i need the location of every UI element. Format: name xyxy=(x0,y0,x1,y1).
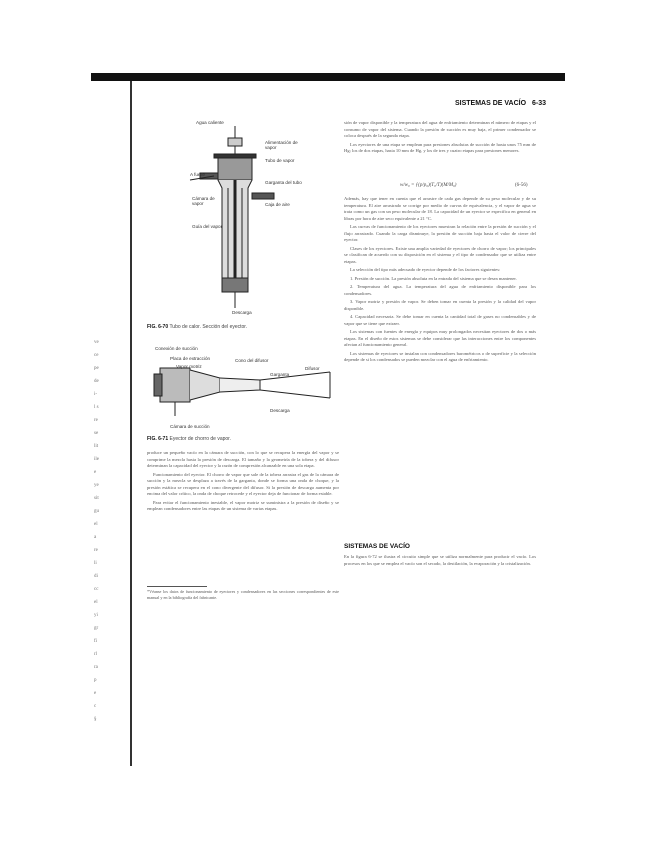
fig70-label-4: A fuelle xyxy=(190,172,206,177)
margin-note: i- xyxy=(94,392,98,397)
figure-6-70-caption-text: Tubo de calor. Sección del eyector. xyxy=(169,324,248,330)
margin-note: ve xyxy=(94,340,99,345)
fig70-label-6: Cámara de vapor xyxy=(192,196,215,207)
margin-note: yi xyxy=(94,613,98,618)
running-head-title: SISTEMAS DE VACÍO xyxy=(455,100,527,107)
margin-note: gu xyxy=(94,509,99,514)
fig70-label-7: Caja de aire xyxy=(265,202,290,207)
left-paragraph: Para evitar el funcionamiento inestable, el vapor motriz se suministra a la presión de diseño y se emplean condensadores entre las etapas de un sistema de varias etapas. xyxy=(147,499,339,511)
margin-note: lit xyxy=(94,444,99,449)
margin-note: e xyxy=(94,691,97,696)
fig70-label-8: Guía del vapor xyxy=(192,224,223,229)
margin-note: gr xyxy=(94,626,99,631)
margin-note: e xyxy=(94,470,97,475)
fig70-label-9: Descarga xyxy=(232,310,252,315)
margin-note: di xyxy=(94,574,98,579)
margin-note: re xyxy=(94,548,98,553)
right-paragraph: sión de vapor disponible y la temperatura del agua de enfriamiento determinan el número de etapas y el consumo de vapor del sistema. Cuando la presión de succión es muy baja, el primer condensador se coloca después de la segunda etapa. xyxy=(344,120,536,138)
right-column-section2 xyxy=(344,554,536,569)
fig71-label-8: Cámara de succión xyxy=(170,424,210,429)
margin-note: rl xyxy=(94,652,98,657)
list-item: 3. Vapor motriz y presión de vapor. Se deben tomar en cuenta la presión y la calidad del vapor disponible. xyxy=(344,299,536,311)
margin-note: el xyxy=(94,522,98,527)
figure-6-71-caption-label: FIG. 6-71 xyxy=(147,436,169,442)
margin-note: a xyxy=(94,535,97,540)
fig70-label-1: Agua caliente xyxy=(196,120,224,125)
right-paragraph: Además, hay que tener en cuenta que el arrastre de cada gas depende de su peso molecular y de su temperatura. El aire arrastrado se corrige por medio de curvas de equivalencia, y el vapor de agua se trata como un gas con un peso molecular de 18. La capacidad de un eyector se especifica en general en libras por hora de aire seco equivalente a 21 °C. xyxy=(344,196,536,221)
margin-note: fi xyxy=(94,639,98,644)
fig71-label-6: Difusor xyxy=(305,366,320,371)
left-paragraph: Funcionamiento del eyector. El chorro de vapor que sale de la tobera arrastra el gas de la cámara de succión y la mezcla se desplaza a través de la garganta, donde se forma una onda de choque, y la presión estática se recupera en el cono divergente del difusor. Si la presión de descarga aumenta por encima del valor crítico, la onda de choque retrocede y el eyector deja de funcionar de forma estable. xyxy=(147,471,339,496)
right-paragraph: Los sistemas con fuentes de energía y equipos muy prolongados necesitan eyectores de dos o más etapas. En el diseño de estos sistemas se debe considerar que las interacciones entre los componentes afectan al funcionamiento general. xyxy=(344,329,536,347)
right-paragraph: Las curvas de funcionamiento de los eyectores muestran la relación entre la presión de succión y el flujo arrastrado. Cuando la carga disminuye, la presión de succión baja hasta el valor de cierre del eyector. xyxy=(344,224,536,242)
margin-note: ile xyxy=(94,457,99,462)
fig71-label-5: Garganta xyxy=(270,372,290,377)
margin-note: p xyxy=(94,678,97,683)
figure-6-70-caption xyxy=(147,324,247,330)
left-column-body xyxy=(147,450,339,515)
right-paragraph: Clases de los eyectores. Existe una amplia variedad de eyectores de chorro de vapor; los principales se clasifican de acuerdo con su disposición en el sistema y el tipo de condensador que se utiliza entre etapas. xyxy=(344,245,536,264)
margin-note: de xyxy=(94,379,99,384)
margin-note: se xyxy=(94,431,99,436)
equation: w/w₀ = ƒ(p/p₀)(T₀/T)(M/M₀) xyxy=(400,183,457,188)
margin-note: el xyxy=(94,600,98,605)
section-heading: SISTEMAS DE VACÍO xyxy=(344,543,410,550)
figure-6-71-caption xyxy=(147,436,231,442)
fig71-label-7: Descarga xyxy=(270,408,290,413)
margin-note: pe xyxy=(94,366,99,371)
footnote: *Véanse los datos de funcionamiento de eyectores y condensadores en las secciones correspondientes de este manual y en la bibliografía del fabricante. xyxy=(147,589,339,600)
fig71-label-2: Placa de extracción xyxy=(170,356,211,361)
equation-number: (6-56) xyxy=(515,183,528,188)
margin-note: c xyxy=(94,704,97,709)
fig70-label-5: Garganta del tubo xyxy=(265,180,302,185)
gutter-rule xyxy=(130,81,132,766)
fig71-label-1: Conexión de succión xyxy=(155,346,198,351)
fig70-label-3: Tubo de vapor xyxy=(265,158,295,163)
margin-note: § xyxy=(94,717,97,722)
margin-note: re xyxy=(94,418,98,423)
margin-note: l s xyxy=(94,405,99,410)
figure-6-70-caption-label: FIG. 6-70 xyxy=(147,324,169,330)
fig71-label-3: Vapor motriz xyxy=(176,364,202,369)
fig71-label-4: Cono del difusor xyxy=(235,358,269,363)
margin-note: li xyxy=(94,561,97,566)
left-paragraph: produce un pequeño vacío en la cámara de succión, con lo que se recupera la energía del vapor y se comprime la mezcla hasta la presión de descarga. El tamaño y la geometría de la tobera y del difusor determinan la capacidad del eyector y la razón de compresión alcanzable en una sola etapa. xyxy=(147,450,339,468)
list-item: 1. Presión de succión. La presión absoluta en la entrada del sistema que se desea mantener. xyxy=(350,275,517,281)
fig70-label-2: Alimentación de vapor xyxy=(265,140,298,151)
margin-note: cc xyxy=(94,587,99,592)
right-column-middle xyxy=(344,196,536,366)
list-item: 2. Temperatura del agua. La temperatura del agua de enfriamiento disponible para los condensadores. xyxy=(344,284,536,296)
page-number: 6-33 xyxy=(532,100,547,107)
header-rule xyxy=(91,73,565,81)
margin-note: ye xyxy=(94,483,99,488)
right-paragraph: Los eyectores de una etapa se emplean para presiones absolutas de succión de hasta unos 75 mm de Hg; los de dos etapas, hasta 10 mm de Hg, y los de tres y cuatro etapas para presiones menores. xyxy=(344,141,536,153)
right-paragraph: En la figura 6-72 se ilustra el circuito simple que se utiliza normalmente para producir el vacío. Los procesos en los que se emplea el vacío son el secado, la destilación, la evaporación y la cristalización. xyxy=(344,554,536,566)
figure-6-71-caption-text: Eyector de chorro de vapor. xyxy=(169,436,231,442)
footnote-rule xyxy=(147,586,207,587)
margin-note: sit xyxy=(94,496,99,501)
list-intro: La selección del tipo más adecuado de eyector depende de los factores siguientes: xyxy=(350,267,501,272)
margin-notes xyxy=(94,340,128,730)
right-paragraph: Los sistemas de eyectores se instalan con condensadores barométricos o de superficie y la selección depende de si los condensados se pueden mezclar con el agua de enfriamiento. xyxy=(344,350,536,362)
margin-note: ce xyxy=(94,353,99,358)
list-item: 4. Capacidad necesaria. Se debe tomar en cuenta la cantidad total de gases no condensables y de vapor que se tiene que extraer. xyxy=(344,314,536,326)
margin-note: ra xyxy=(94,665,98,670)
right-column-top xyxy=(344,120,536,157)
